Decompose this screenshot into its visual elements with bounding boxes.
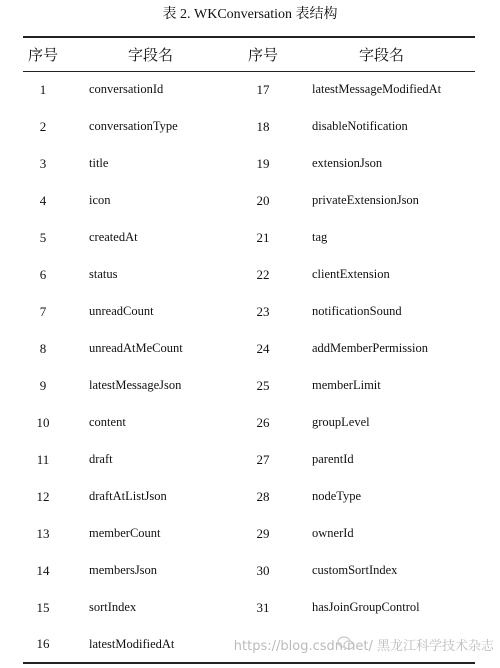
field-name-cell: status — [89, 267, 118, 281]
field-name-cell: memberLimit — [312, 378, 381, 392]
field-name-cell: sortIndex — [89, 600, 137, 614]
row-number: 23 — [256, 303, 270, 319]
table-row — [23, 108, 475, 145]
row-number: 18 — [256, 118, 270, 134]
field-name-cell: privateExtensionJson — [312, 193, 419, 207]
row-number: 9 — [39, 377, 47, 393]
field-name-cell: memberCount — [89, 526, 161, 540]
field-name-cell: parentId — [312, 452, 354, 466]
table-row — [23, 330, 475, 367]
row-number: 5 — [39, 229, 47, 245]
row-number: 31 — [256, 599, 270, 615]
field-name-cell: conversationId — [89, 82, 164, 97]
field-name-cell: disableNotification — [312, 119, 408, 133]
table-row — [23, 182, 475, 219]
field-name-cell: membersJson — [89, 563, 158, 577]
field-name-cell: unreadCount — [89, 304, 154, 318]
row-number: 21 — [256, 229, 270, 245]
row-number: 11 — [36, 451, 50, 467]
field-name-cell: createdAt — [89, 230, 138, 244]
header-field-name-2: 字段名 — [358, 45, 404, 64]
field-name-cell: tag — [312, 230, 328, 244]
field-name-cell: latestMessageJson — [89, 378, 182, 392]
field-name-cell: customSortIndex — [312, 563, 398, 577]
field-name-cell: clientExtension — [312, 267, 390, 281]
table-row — [23, 145, 475, 182]
field-name-cell: unreadAtMeCount — [89, 341, 183, 355]
row-number: 20 — [256, 192, 270, 208]
table-row — [23, 515, 475, 552]
row-number: 24 — [256, 340, 270, 356]
row-number: 14 — [36, 562, 50, 578]
table-row — [23, 441, 475, 478]
row-number: 25 — [256, 377, 270, 393]
table-row — [23, 219, 475, 256]
table-row — [23, 256, 475, 293]
table-header — [23, 37, 475, 71]
field-name-cell: notificationSound — [312, 304, 402, 318]
table-row — [23, 71, 475, 108]
field-name-cell: groupLevel — [312, 415, 370, 429]
field-name-cell: extensionJson — [312, 156, 383, 170]
table-row — [23, 478, 475, 515]
table-caption: 表 2. WKConversation 表结构 — [162, 7, 338, 22]
field-name-cell: hasJoinGroupControl — [312, 600, 420, 614]
row-number: 30 — [256, 562, 270, 578]
row-number: 1 — [39, 81, 47, 97]
row-number: 15 — [36, 599, 50, 615]
field-name-cell: nodeType — [312, 489, 362, 503]
field-name-cell: conversationType — [89, 119, 178, 133]
table-row — [23, 589, 475, 626]
row-number: 8 — [39, 340, 47, 356]
field-name-cell: addMemberPermission — [312, 341, 428, 355]
field-name-cell: latestMessageModifiedAt — [312, 82, 442, 97]
field-name-cell: icon — [89, 193, 111, 207]
row-number: 22 — [256, 266, 270, 282]
row-number: 7 — [39, 303, 47, 319]
table-row — [23, 404, 475, 441]
field-name-cell: ownerId — [312, 526, 354, 540]
row-number: 4 — [39, 192, 47, 208]
header-no-2: 序号 — [247, 45, 278, 64]
structure-table — [23, 36, 475, 664]
row-number: 3 — [39, 155, 47, 171]
row-number: 17 — [256, 81, 270, 97]
row-number: 19 — [256, 155, 270, 171]
field-name-cell: content — [89, 415, 126, 429]
row-number: 29 — [256, 525, 270, 541]
row-number: 16 — [36, 636, 50, 651]
row-number: 6 — [39, 266, 47, 282]
table-row — [23, 367, 475, 404]
row-number: 28 — [256, 488, 270, 504]
row-number: 12 — [36, 488, 50, 504]
header-no: 序号 — [27, 45, 58, 64]
table-body — [23, 71, 475, 663]
row-number: 27 — [256, 451, 270, 467]
table-row — [23, 293, 475, 330]
watermark: https://blog.csdn.net/ 黑龙江科学技术杂志 — [233, 639, 494, 654]
field-name-cell: title — [89, 156, 109, 170]
field-name-cell: latestModifiedAt — [89, 636, 175, 651]
table-row — [23, 552, 475, 589]
row-number: 26 — [256, 414, 270, 430]
row-number: 10 — [36, 414, 50, 430]
field-name-cell: draftAtListJson — [89, 489, 167, 503]
header-field-name: 字段名 — [127, 45, 173, 64]
row-number: 13 — [36, 525, 50, 541]
row-number: 2 — [39, 118, 47, 134]
field-name-cell: draft — [89, 452, 113, 466]
